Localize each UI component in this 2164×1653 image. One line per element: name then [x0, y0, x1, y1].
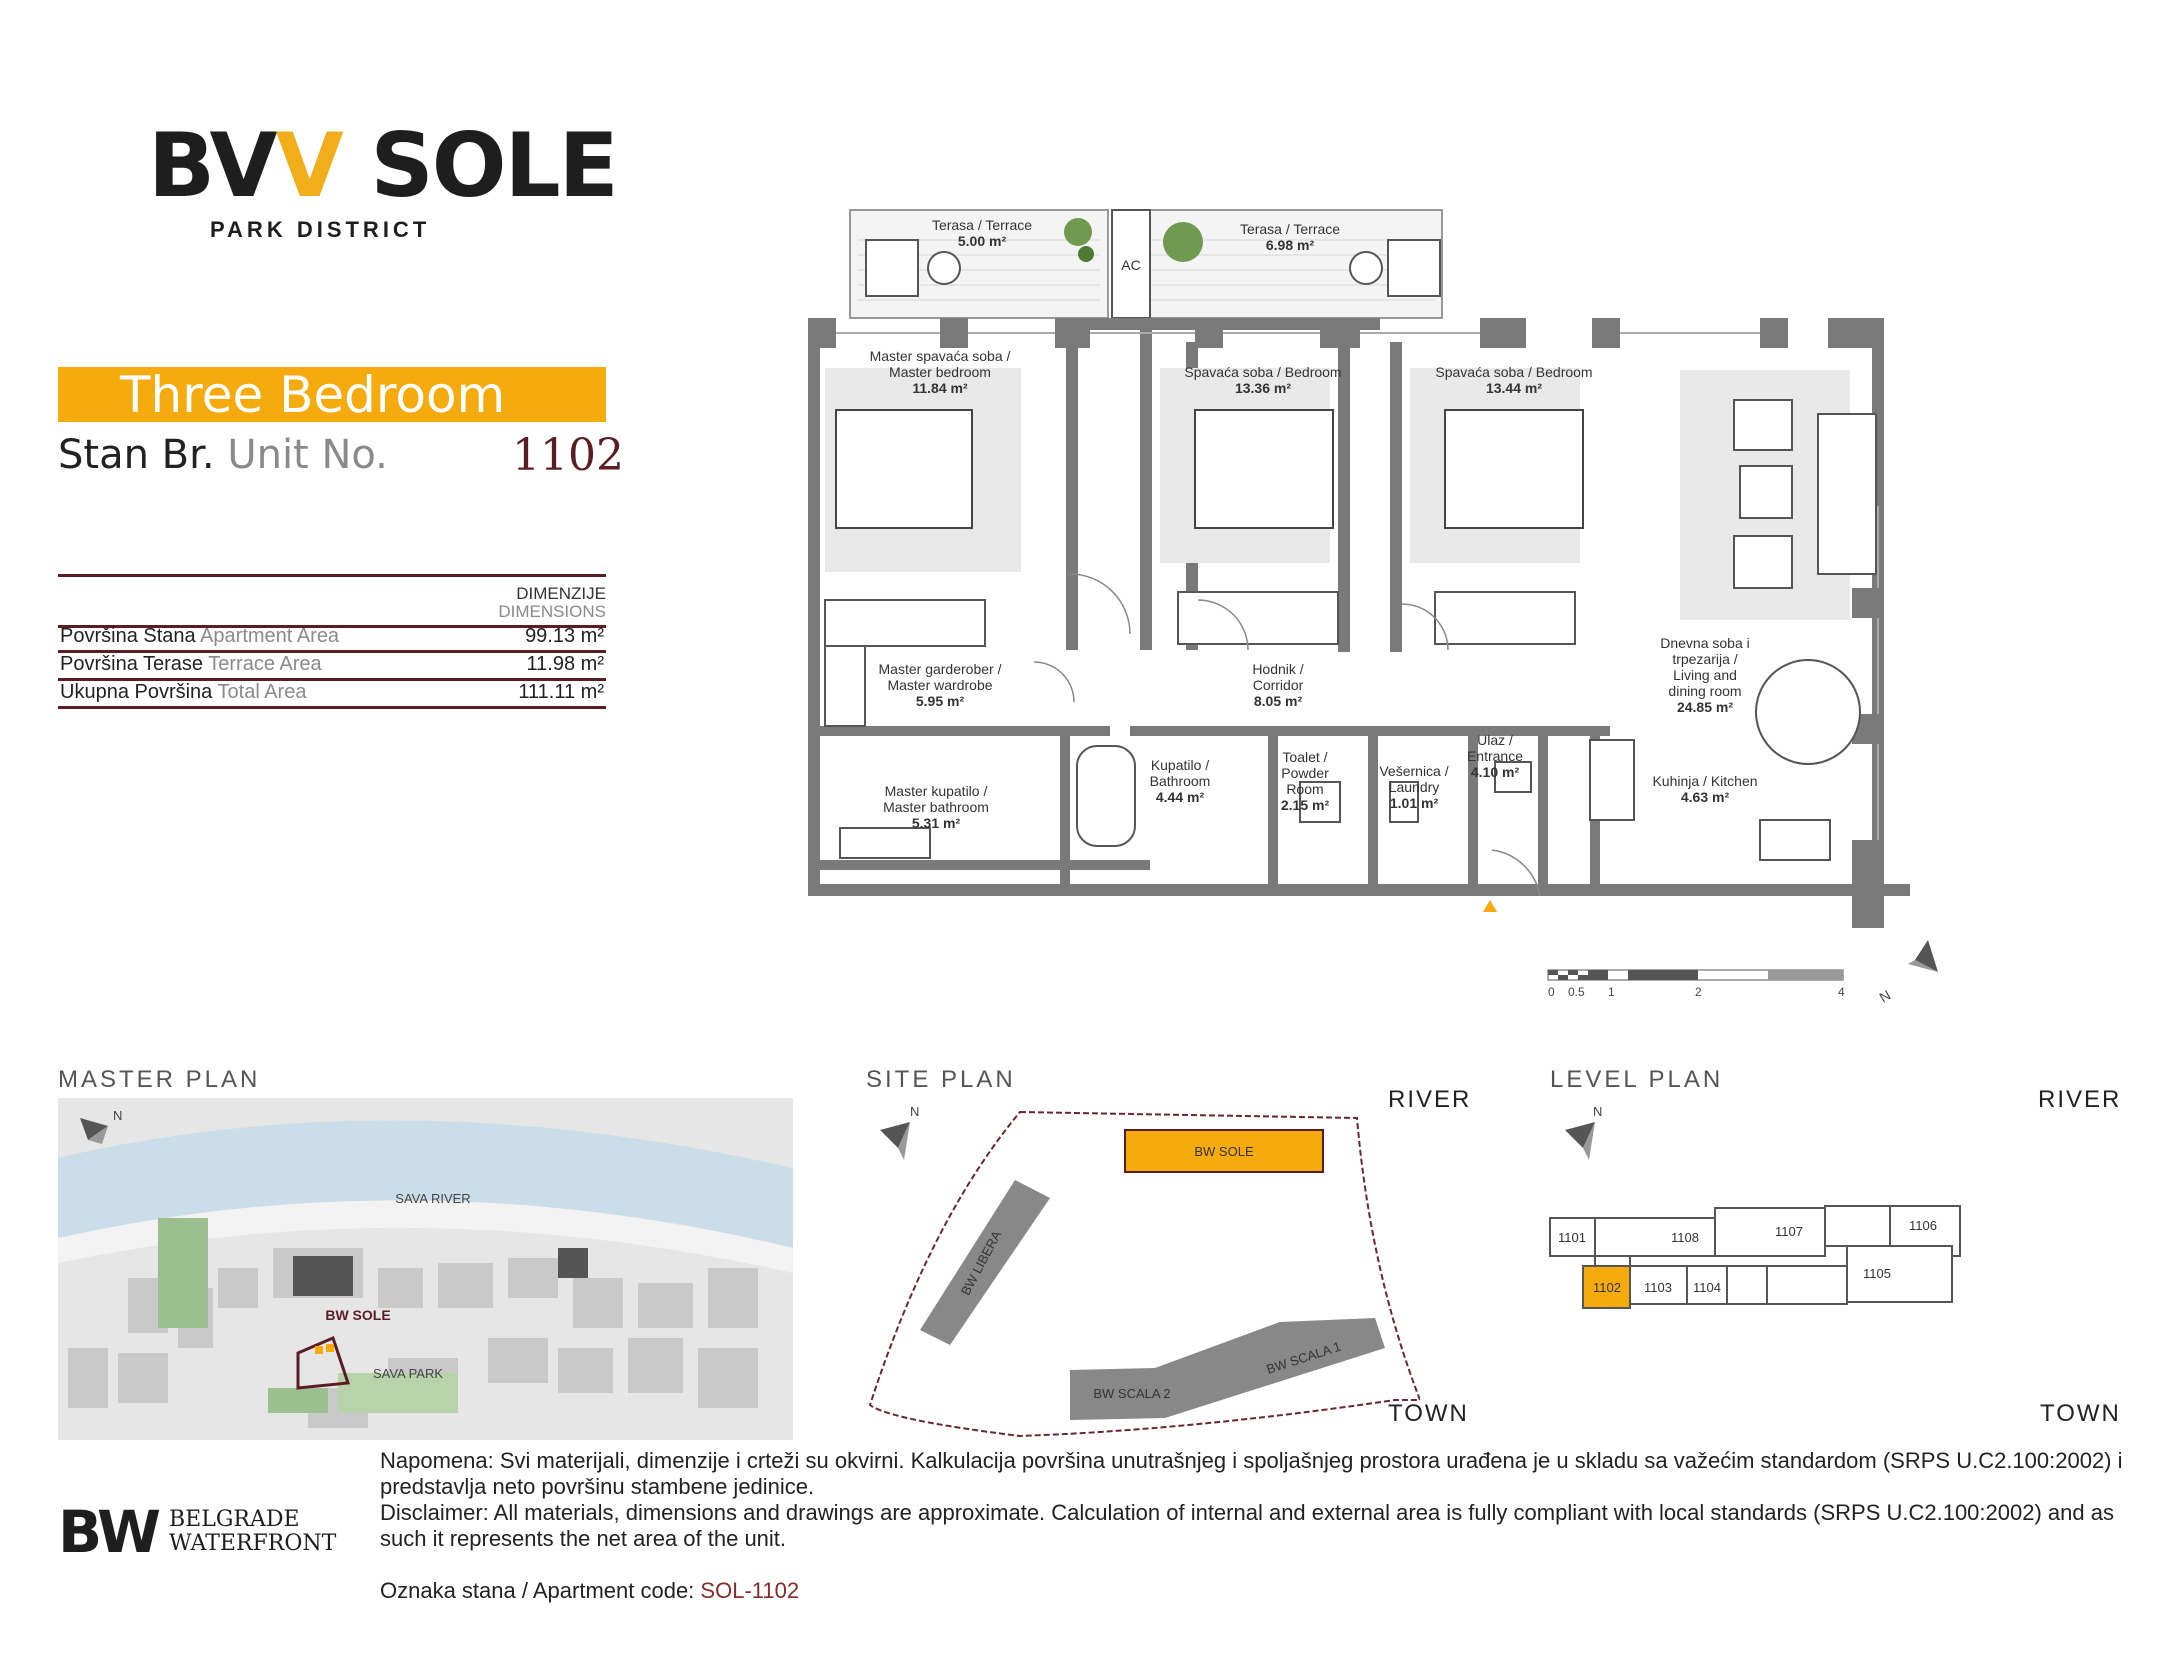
building-label: BW SOLE: [325, 1307, 391, 1323]
apartment-code-label: Oznaka stana / Apartment code:: [380, 1578, 695, 1603]
disclaimer-en: Disclaimer: All materials, dimensions and drawings are approximate. Calculation of internal and external area is fully compliant with local standards (SRPS U.C2.100:2002) and as such it represents the net area of the unit.: [380, 1500, 2114, 1551]
north-label: N: [910, 1104, 920, 1119]
beds: [836, 410, 1583, 528]
table-row: [58, 681, 606, 709]
table-row: [58, 625, 606, 653]
room-area: 4.63 m²: [1680, 789, 1730, 805]
room-area: 13.44 m²: [1485, 380, 1543, 396]
row-label: Površina Terase Terrace Area: [60, 653, 322, 675]
room-name: Room: [1286, 781, 1324, 797]
room-name: Kupatilo /: [1150, 757, 1210, 773]
unit-type-banner: Three Bedroom: [58, 367, 606, 422]
north-arrow-icon: [1565, 1104, 1602, 1160]
dimensions-header-local: DIMENZIJE: [516, 584, 606, 603]
site-plan-map: [860, 1100, 1420, 1440]
row-label: Ukupna Površina Total Area: [60, 681, 307, 703]
room-name: Hodnik /: [1252, 661, 1304, 677]
table-row: [58, 653, 606, 681]
room-name: Master garderober /: [878, 661, 1002, 677]
logo-accent-letter: V: [275, 114, 342, 217]
room-area: 13.36 m²: [1234, 380, 1292, 396]
room-name: Terasa / Terrace: [931, 217, 1033, 233]
room-area: 4.10 m²: [1470, 764, 1520, 780]
river-label: SAVA RIVER: [395, 1191, 471, 1206]
room-area: 5.00 m²: [957, 233, 1007, 249]
room-area: 6.98 m²: [1265, 237, 1315, 253]
room-name: Terasa / Terrace: [1239, 221, 1341, 237]
north-label: N: [1876, 986, 1894, 1006]
room-name: Living and: [1673, 667, 1737, 683]
north-label: N: [113, 1108, 123, 1123]
room-name: trpezarija /: [1672, 651, 1738, 667]
room-name: Dnevna soba i: [1660, 635, 1750, 651]
unit-label: [58, 432, 388, 478]
row-label: Površina Stana Apartment Area: [60, 625, 340, 647]
unit-label: 1101: [1558, 1230, 1586, 1245]
ac-unit-label: AC: [1121, 257, 1141, 273]
room-name: Vešernica /: [1379, 763, 1449, 779]
room-name: Kuhinja / Kitchen: [1652, 773, 1758, 789]
room-area: 5.31 m²: [911, 815, 961, 831]
room-name: Spavaća soba / Bedroom: [1184, 364, 1342, 380]
apartment-code-line: [380, 1578, 799, 1604]
room-name: Corridor: [1252, 677, 1304, 693]
unit-label: 1108: [1671, 1230, 1699, 1245]
dimensions-table: [58, 574, 606, 709]
room-area: 5.95 m²: [915, 693, 965, 709]
master-plan-title: MASTER PLAN: [58, 1066, 261, 1093]
terrace-left: [850, 210, 1108, 318]
master-plan-map: [58, 1098, 793, 1440]
dimensions-header: [58, 577, 606, 621]
unit-label-highlighted: 1102: [1593, 1280, 1621, 1295]
town-direction: TOWN: [2040, 1400, 2121, 1427]
terrace-right: [1112, 210, 1442, 318]
brand-logo: [148, 114, 617, 217]
bw-mark: BW: [58, 1498, 160, 1566]
site-plan-title: SITE PLAN: [866, 1066, 1016, 1093]
unit-label: 1104: [1693, 1280, 1721, 1295]
rugs: [825, 368, 1850, 620]
level-plan-title: LEVEL PLAN: [1550, 1066, 1724, 1093]
scale-bar: [1548, 970, 1845, 999]
room-area: 11.84 m²: [912, 380, 968, 396]
unit-label: 1103: [1644, 1280, 1672, 1295]
room-name: Ulaz /: [1477, 732, 1513, 748]
logo-letters: BV: [148, 114, 276, 217]
building-label: BW LIBERA: [957, 1228, 1005, 1298]
room-name: Bathroom: [1149, 773, 1211, 789]
north-arrow-icon: [880, 1104, 919, 1160]
building-label: BW SCALA 2: [1093, 1386, 1171, 1401]
room-name: Master wardrobe: [887, 677, 993, 693]
river-direction: RIVER: [1388, 1086, 1472, 1113]
scale-tick: 4: [1838, 985, 1845, 999]
unit-label: 1105: [1863, 1266, 1891, 1281]
scale-tick: 1: [1608, 985, 1615, 999]
room-area: 1.01 m²: [1389, 795, 1439, 811]
building-label: BW SCALA 1: [1264, 1338, 1343, 1377]
unit-label-local: Stan Br.: [58, 432, 215, 478]
room-name: Master kupatilo /: [884, 783, 988, 799]
row-value: 11.98 m²: [526, 653, 604, 675]
disclaimer: [380, 1448, 2160, 1552]
belgrade-text: BELGRADE: [169, 1507, 300, 1532]
room-name: Powder: [1281, 765, 1329, 781]
scale-tick: 0.5: [1568, 985, 1585, 999]
row-value: 99.13 m²: [525, 625, 604, 647]
logo-name: SOLE: [370, 114, 617, 217]
town-direction: TOWN: [1388, 1400, 1469, 1427]
unit-label: 1107: [1775, 1224, 1803, 1239]
room-name: Entrance: [1466, 748, 1524, 764]
unit-number: 1102: [512, 430, 624, 481]
room-area: 24.85 m²: [1676, 699, 1734, 715]
scale-tick: 0: [1548, 985, 1555, 999]
floor-plan: [800, 200, 1980, 1020]
river-direction: RIVER: [2038, 1086, 2122, 1113]
room-name: Master bedroom: [889, 364, 991, 380]
waterfront-text: WATERFRONT: [169, 1531, 337, 1556]
belgrade-waterfront-logo: [58, 1498, 336, 1566]
room-name: dining room: [1668, 683, 1742, 699]
north-arrow-icon: [1877, 940, 1939, 1006]
building-label: BW SOLE: [1194, 1144, 1254, 1159]
row-value: 111.11 m²: [518, 681, 604, 703]
north-label: N: [1593, 1104, 1603, 1119]
dimensions-header-en: DIMENSIONS: [498, 602, 606, 621]
room-name: Spavaća soba / Bedroom: [1435, 364, 1593, 380]
room-name: Master bathroom: [883, 799, 989, 815]
level-plan-map: [1545, 1100, 1965, 1340]
unit-label: 1106: [1909, 1218, 1937, 1233]
unit-label-en: Unit No.: [227, 432, 388, 478]
room-area: 2.15 m²: [1280, 797, 1330, 813]
room-area: 8.05 m²: [1253, 693, 1303, 709]
disclaimer-local: Napomena: Svi materijali, dimenzije i crteži su okvirni. Kalkulacija površina unutrašnjeg i spoljašnjeg prostora urađena je u skladu sa važećim standardom (SRPS U.C2.100:2002) i predstavlja neto površinu stambene jedinice.: [380, 1448, 2123, 1499]
room-name: Toalet /: [1282, 749, 1328, 765]
park-label: SAVA PARK: [372, 1366, 444, 1381]
entrance-marker: [1483, 900, 1497, 912]
district-name: PARK DISTRICT: [210, 217, 431, 242]
room-name: Master spavaća soba /: [869, 348, 1011, 364]
apartment-code: SOL-1102: [700, 1578, 800, 1603]
scale-tick: 2: [1695, 985, 1702, 999]
room-name: Laundry: [1388, 779, 1440, 795]
room-area: 4.44 m²: [1155, 789, 1205, 805]
